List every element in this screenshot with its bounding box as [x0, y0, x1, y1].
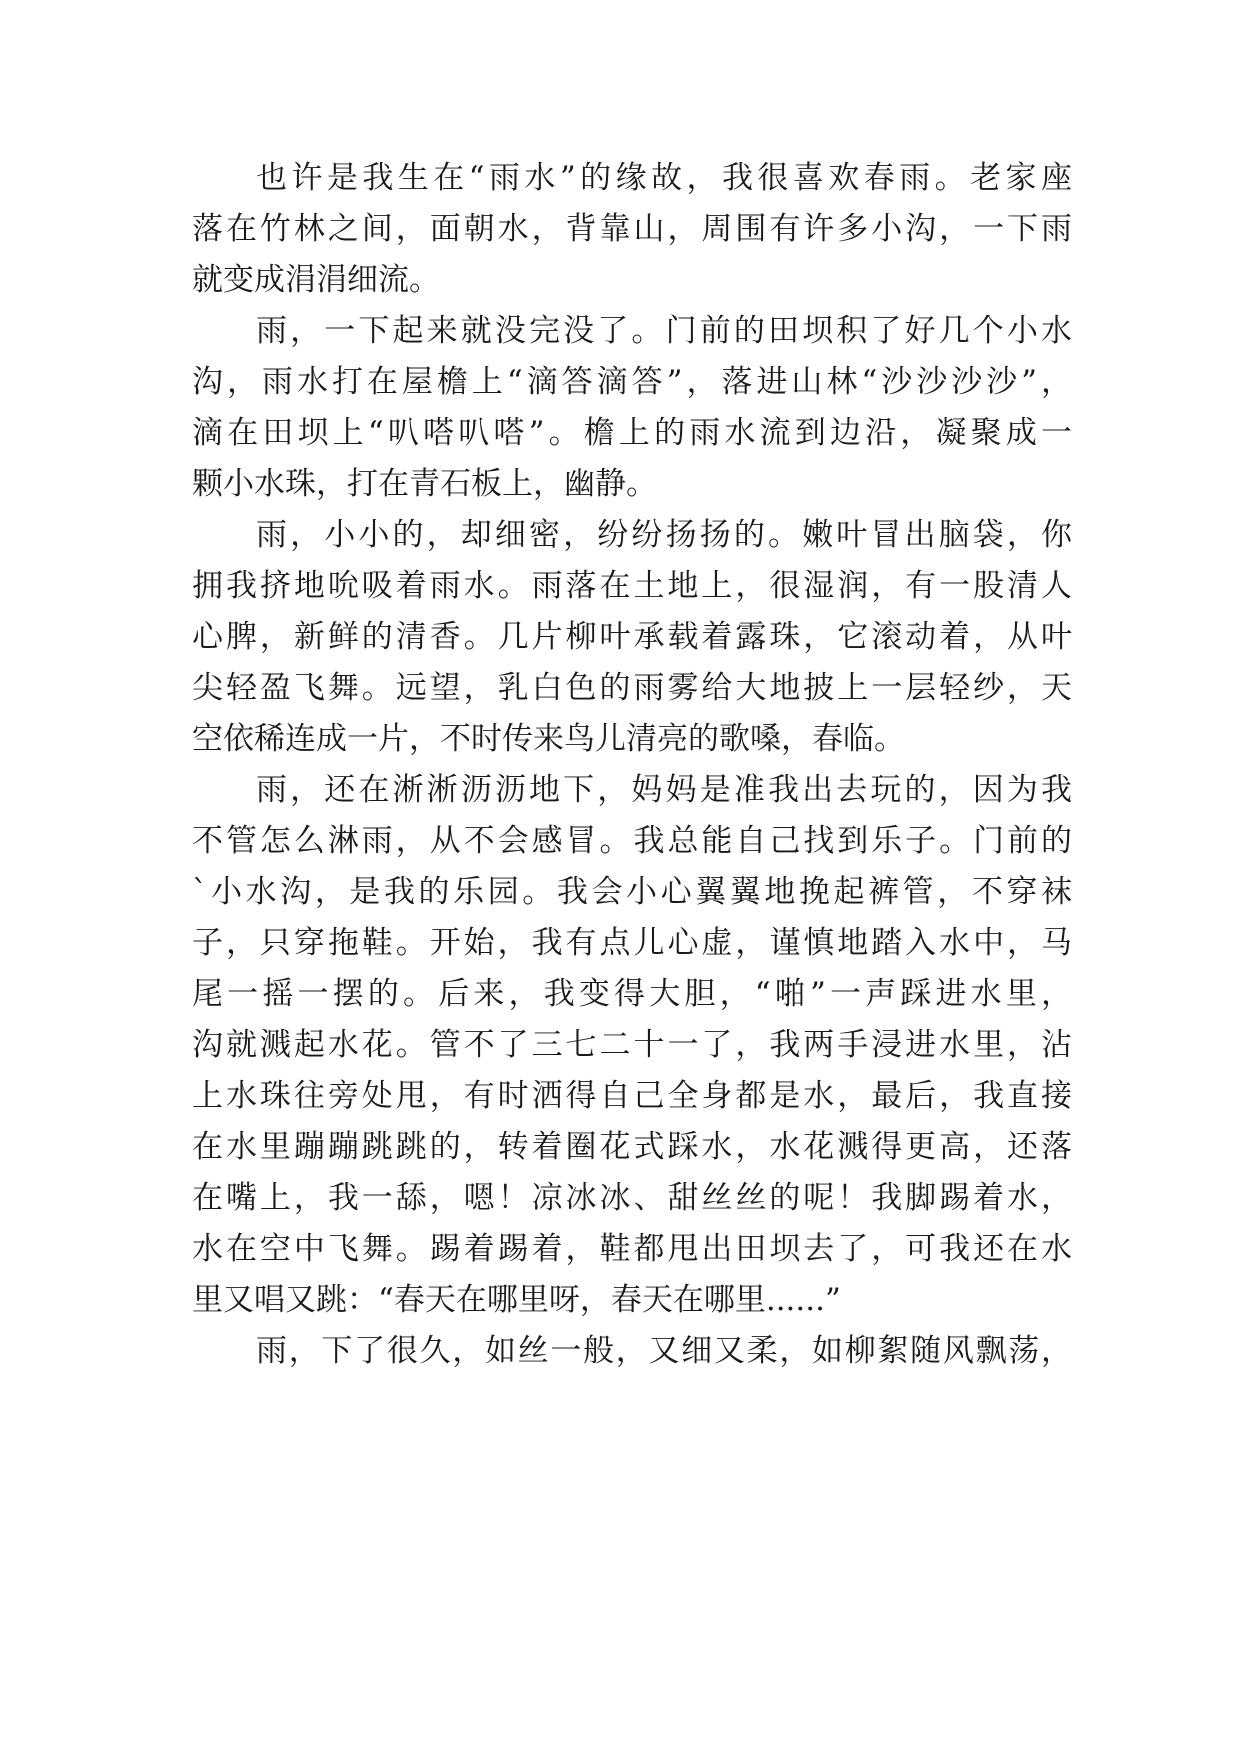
- essay-line: [192, 1229, 1072, 1269]
- line-text: 在水里蹦蹦跳跳的，转着圈花式踩水，水花溅得更高，还落: [192, 1129, 1072, 1165]
- essay-line: [192, 362, 1072, 402]
- line-text: `小水沟，是我的乐园。我会小心翼翼地挽起裤管，不穿袜: [192, 874, 1072, 910]
- essay-line: [192, 566, 1072, 606]
- essay-line: [192, 923, 1072, 963]
- essay-line: [192, 1076, 1072, 1116]
- line-text: 里又唱又跳：“春天在哪里呀，春天在哪里......”: [192, 1282, 841, 1318]
- essay-line: [192, 974, 1072, 1014]
- line-text: 子，只穿拖鞋。开始，我有点儿心虚，谨慎地踏入水中，马: [192, 925, 1072, 961]
- line-text: 空依稀连成一片，不时传来鸟儿清亮的歌嗓，春临。: [192, 721, 905, 757]
- line-text: 雨，小小的，却细密，纷纷扬扬的。嫩叶冒出脑袋，你: [256, 517, 1072, 553]
- essay-line: [256, 311, 1072, 351]
- essay-line: [192, 209, 1072, 249]
- essay-line: [192, 617, 1072, 657]
- essay-line: [192, 413, 1072, 453]
- essay-line: [192, 260, 440, 300]
- essay-line: [256, 770, 1072, 810]
- line-text: 不管怎么淋雨，从不会感冒。我总能自己找到乐子。门前的: [192, 823, 1072, 859]
- essay-line: [192, 1025, 1072, 1065]
- line-text: 滴在田坝上“叭嗒叭嗒”。檐上的雨水流到边沿，凝聚成一: [192, 415, 1072, 451]
- line-text: 沟就溅起水花。管不了三七二十一了，我两手浸进水里，沾: [192, 1027, 1072, 1063]
- essay-line: [256, 1331, 1072, 1371]
- line-text: 心脾，新鲜的清香。几片柳叶承载着露珠，它滚动着，从叶: [192, 619, 1072, 655]
- line-text: 拥我挤地吮吸着雨水。雨落在土地上，很湿润，有一股清人: [192, 568, 1072, 604]
- line-text: 雨，一下起来就没完没了。门前的田坝积了好几个小水: [256, 313, 1072, 349]
- essay-line: [192, 464, 657, 504]
- line-text: 沟，雨水打在屋檐上“滴答滴答”，落进山林“沙沙沙沙”，: [192, 364, 1072, 400]
- line-text: 也许是我生在“雨水”的缘故，我很喜欢春雨。老家座: [256, 160, 1072, 196]
- essay-line: [192, 1178, 1072, 1218]
- line-text: 尾一摇一摆的。后来，我变得大胆，“啪”一声踩进水里，: [192, 976, 1072, 1012]
- line-text: 尖轻盈飞舞。远望，乳白色的雨雾给大地披上一层轻纱，天: [192, 670, 1072, 706]
- line-text: 上水珠往旁处甩，有时洒得自己全身都是水，最后，我直接: [192, 1078, 1072, 1114]
- line-text: 在嘴上，我一舔，嗯！凉冰冰、甜丝丝的呢！我脚踢着水，: [192, 1180, 1072, 1216]
- essay-line: [192, 1280, 841, 1320]
- essay-line: [192, 821, 1072, 861]
- line-text: 落在竹林之间，面朝水，背靠山，周围有许多小沟，一下雨: [192, 211, 1072, 247]
- line-text: 雨，下了很久，如丝一般，又细又柔，如柳絮随风飘荡，: [256, 1333, 1072, 1369]
- line-text: 颗小水珠，打在青石板上，幽静。: [192, 466, 657, 502]
- line-text: 雨，还在淅淅沥沥地下，妈妈是准我出去玩的，因为我: [256, 772, 1072, 808]
- essay-line: [192, 668, 1072, 708]
- line-text: 水在空中飞舞。踢着踢着，鞋都甩出田坝去了，可我还在水: [192, 1231, 1072, 1267]
- line-text: 就变成涓涓细流。: [192, 262, 440, 298]
- essay-line: [256, 515, 1072, 555]
- essay-line: [256, 158, 1072, 198]
- essay-line: [192, 872, 1072, 912]
- essay-line: [192, 1127, 1072, 1167]
- essay-line: [192, 719, 905, 759]
